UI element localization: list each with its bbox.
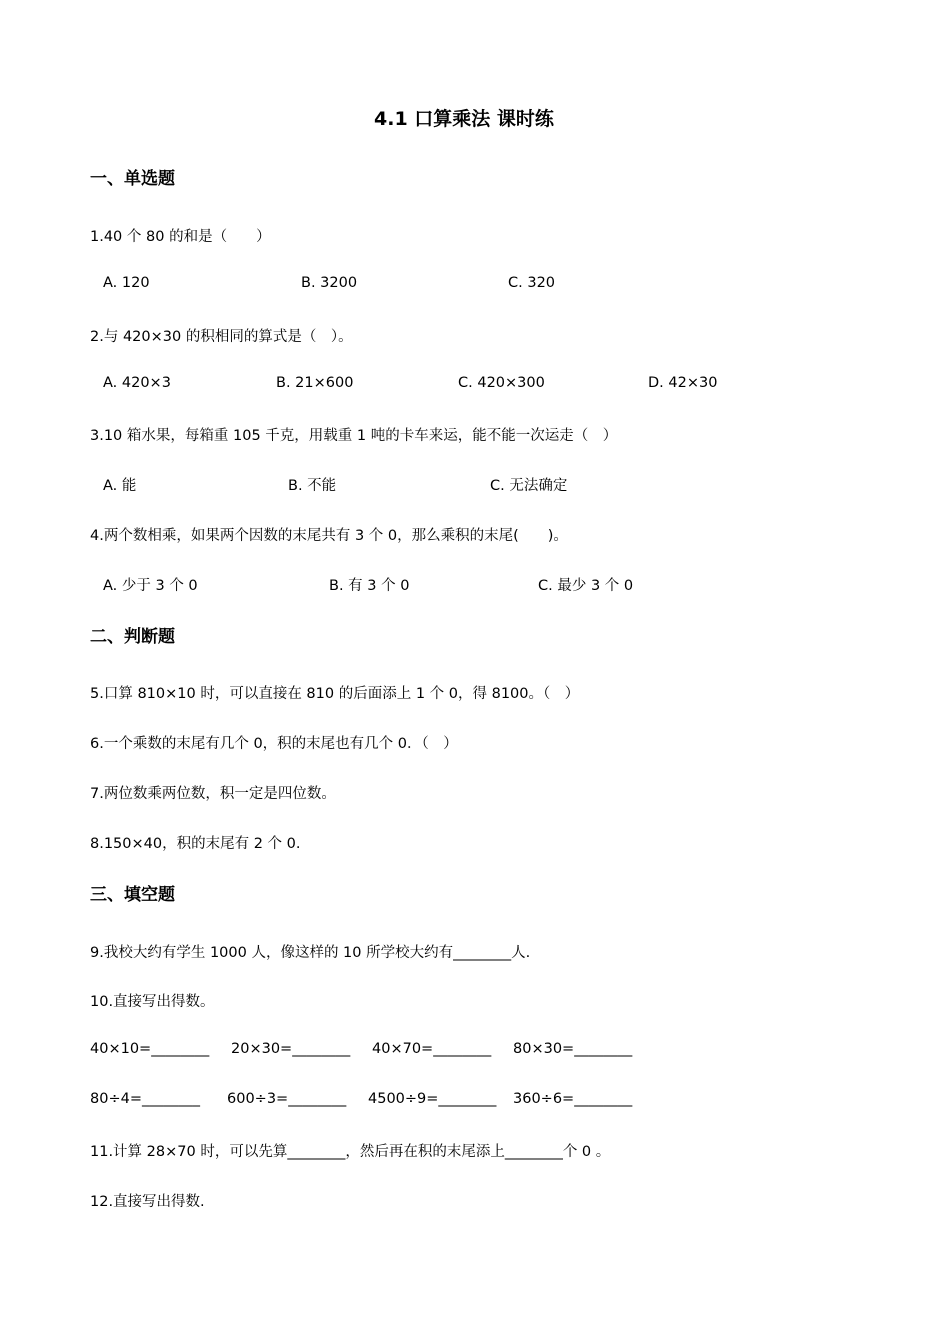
q2-option-a: A. 420×3 <box>103 375 171 391</box>
q3-option-a: A. 能 <box>103 478 137 494</box>
q10-item-7: 4500÷9=________ <box>368 1091 497 1107</box>
q10-item-3: 40×70=________ <box>372 1041 492 1057</box>
section-heading-single-choice: 一、单选题 <box>90 169 175 189</box>
question-4: 4.两个数相乘，如果两个因数的末尾共有 3 个 0，那么乘积的末尾( )。 <box>90 528 568 544</box>
question-7: 7.两位数乘两位数，积一定是四位数。 <box>90 786 336 802</box>
question-12: 12.直接写出得数. <box>90 1194 205 1210</box>
q2-option-c: C. 420×300 <box>458 375 545 391</box>
q10-item-8: 360÷6=________ <box>513 1091 633 1107</box>
question-6: 6.一个乘数的末尾有几个 0，积的末尾也有几个 0．（ ） <box>90 736 458 752</box>
q4-option-c: C. 最少 3 个 0 <box>538 578 634 594</box>
q4-option-a: A. 少于 3 个 0 <box>103 578 198 594</box>
q10-item-4: 80×30=________ <box>513 1041 633 1057</box>
section-heading-true-false: 二、判断题 <box>90 627 175 647</box>
page-title: 4.1 口算乘法 课时练 <box>374 108 554 130</box>
q3-option-b: B. 不能 <box>288 478 337 494</box>
question-8: 8.150×40，积的末尾有 2 个 0. <box>90 836 301 852</box>
q1-option-b: B. 3200 <box>301 275 358 291</box>
question-5: 5.口算 810×10 时，可以直接在 810 的后面添上 1 个 0，得 8100。（ ） <box>90 686 580 702</box>
q4-option-b: B. 有 3 个 0 <box>329 578 410 594</box>
question-3: 3.10 箱水果，每箱重 105 千克，用载重 1 吨的卡车来运，能不能一次运走（ ） <box>90 428 618 444</box>
q3-option-c: C. 无法确定 <box>490 478 568 494</box>
q1-option-a: A. 120 <box>103 275 150 291</box>
q1-option-c: C. 320 <box>508 275 556 291</box>
question-2: 2.与 420×30 的积相同的算式是（ ）。 <box>90 329 353 345</box>
q10-item-5: 80÷4=________ <box>90 1091 200 1107</box>
question-11: 11.计算 28×70 时，可以先算________，然后再在积的末尾添上________个 0 。 <box>90 1144 611 1160</box>
question-9: 9.我校大约有学生 1000 人，像这样的 10 所学校大约有________人. <box>90 945 531 961</box>
q2-option-d: D. 42×30 <box>648 375 718 391</box>
question-10: 10.直接写出得数。 <box>90 994 215 1010</box>
q10-item-1: 40×10=________ <box>90 1041 210 1057</box>
q10-item-6: 600÷3=________ <box>227 1091 347 1107</box>
question-1: 1.40 个 80 的和是（ ） <box>90 229 271 245</box>
q2-option-b: B. 21×600 <box>276 375 354 391</box>
q10-item-2: 20×30=________ <box>231 1041 351 1057</box>
section-heading-fill-blank: 三、填空题 <box>90 885 175 905</box>
